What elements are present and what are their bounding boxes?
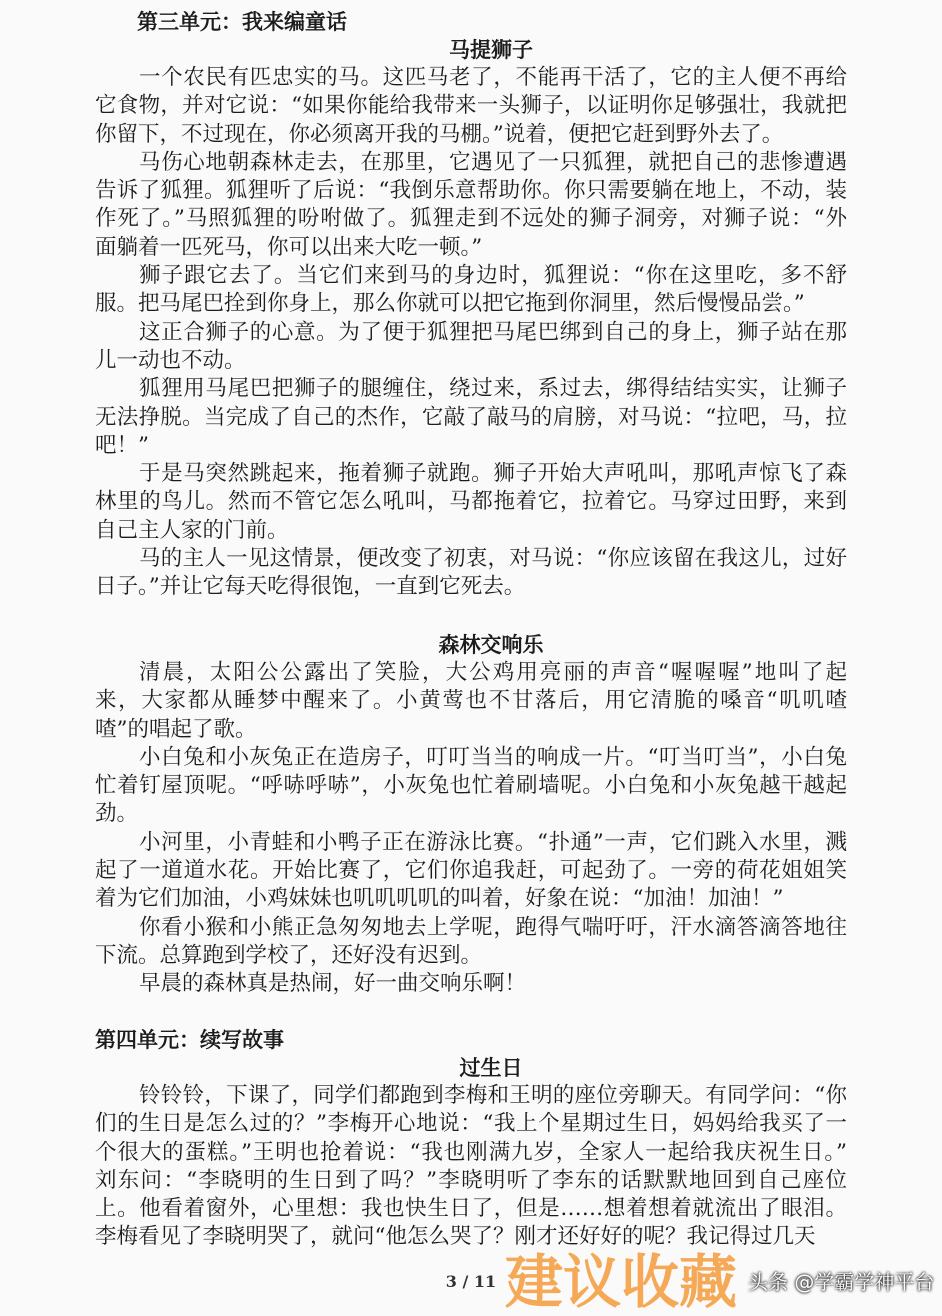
story-title: 森林交响乐 — [438, 632, 544, 657]
paragraph-line: 于是马突然跳起来，拖着狮子就跑。狮子开始大声吼叫，那吼声惊飞了森 — [139, 461, 847, 487]
paragraph-line: 上。他看着窗外，心里想：我也快生日了，但是……想着想着就流出了眼泪。 — [95, 1196, 847, 1222]
paragraph-line: 无法挣脱。当完成了自己的杰作，它敲了敲马的肩膀，对马说：“拉吧，马，拉 — [95, 404, 847, 430]
paragraph-line: 忙着钉屋顶呢。“呼哧呼哧”，小灰兔也忙着刷墙呢。小白兔和小灰兔越干越起 — [95, 773, 847, 799]
story-body — [95, 64, 847, 602]
story-forest-section — [95, 631, 847, 999]
paragraph-line: 小白兔和小灰兔正在造房子，叮叮当当的响成一片。“叮当叮当”，小白兔 — [139, 744, 847, 770]
paragraph-line: 一个农民有匹忠实的马。这匹马老了，不能再干活了，它的主人便不再给 — [139, 65, 847, 90]
paragraph-line: 这正合狮子的心意。为了便于狐狸把马尾巴绑到自己的身上，狮子站在那 — [139, 319, 847, 345]
paragraph-line: 作死了。”马照狐狸的吩咐做了。狐狸走到不远处的狮子洞旁，对狮子说：“外 — [95, 206, 847, 232]
paragraph-line: 着为它们加油，小鸡妹妹也叽叽叽叽的叫着，好象在说：“加油！加油！” — [95, 886, 784, 912]
paragraph-line: 劲。 — [95, 801, 139, 827]
paragraph-line: 小河里，小青蛙和小鸭子正在游泳比赛。“扑通”一声，它们跳入水里，溅 — [139, 829, 847, 855]
story-body — [95, 659, 847, 999]
story-body — [95, 1082, 847, 1252]
paragraph-line: 来，大家都从睡梦中醒来了。小黄莺也不甘落后，用它清脆的嗓音“叽叽喳 — [95, 688, 847, 714]
paragraph-line: 服。把马尾巴拴到你身上，那么你就可以把它拖到你洞里，然后慢慢品尝。” — [95, 291, 805, 317]
story-title: 马提狮子 — [449, 37, 533, 62]
paragraph-line: 日子。”并让它每天吃得很饱，一直到它死去。 — [95, 574, 526, 600]
source-credit: 头条 @学霸学神平台 — [748, 1270, 935, 1294]
paragraph-line: 们的生日是怎么过的？”李梅开心地说：“我上个星期过生日，妈妈给我买了一 — [95, 1111, 847, 1137]
paragraph-line: 它食物，并对它说：“如果你能给我带来一头狮子，以证明你足够强壮，我就把 — [95, 93, 847, 119]
paragraph-line: 你看小猴和小熊正急匆匆地去上学呢，跑得气喘吁吁，汗水滴答滴答地往 — [139, 914, 847, 940]
unit-heading: 第三单元：我来编童话 — [137, 9, 347, 34]
paragraph-line: 狮子跟它去了。当它们来到马的身边时，狐狸说：“你在这里吃，多不舒 — [139, 263, 847, 289]
paragraph-line: 刘东问：“李晓明的生日到了吗？”李晓明听了李东的话默默地回到自己座位 — [95, 1167, 847, 1193]
paragraph-line: 儿一动也不动。 — [95, 347, 246, 373]
paragraph-line: 李梅看见了李晓明哭了，就问“他怎么哭了？刚才还好好的呢？我记得过几天 — [95, 1224, 816, 1250]
paragraph-line: 铃铃铃，下课了，同学们都跑到李梅和王明的座位旁聊天。有同学问：“你 — [139, 1083, 847, 1108]
paragraph-line: 马的主人一见这情景，便改变了初衷，对马说：“你应该留在我这儿，过好 — [139, 546, 847, 572]
paragraph-line: 马伤心地朝森林走去，在那里，它遇见了一只狐狸，就把自己的悲惨遭遇 — [139, 149, 847, 175]
paragraph-line: 个很大的蛋糕。”王明也抢着说：“我也刚满九岁，全家人一起给我庆祝生日。” — [95, 1139, 847, 1165]
paragraph-line: 告诉了狐狸。狐狸听了后说：“我倒乐意帮助你。你只需要躺在地上，不动，装 — [95, 178, 847, 204]
paragraph-line: 起了一道道水花。开始比赛了，它们你追我赶，可起劲了。一旁的荷花姐姐笑 — [95, 858, 847, 884]
unit-4-section — [95, 1026, 847, 1252]
paragraph-line: 清晨，太阳公公露出了笑脸，大公鸡用亮丽的声音“喔喔喔”地叫了起 — [139, 660, 847, 685]
unit-3-section — [95, 8, 847, 602]
paragraph-line: 你留下，不过现在，你必须离开我的马棚。”说着，便把它赶到野外去了。 — [95, 121, 784, 147]
paragraph-line: 自己主人家的门前。 — [95, 517, 289, 543]
paragraph-line: 下流。总算跑到学校了，还好没有迟到。 — [95, 942, 483, 968]
paragraph-line: 面躺着一匹死马，你可以出来大吃一顿。” — [95, 234, 483, 260]
unit-heading: 第四单元：续写故事 — [95, 1027, 284, 1052]
paragraph-line: 林里的鸟儿。然而不管它怎么吼叫，马都拖着它，拉着它。马穿过田野，来到 — [95, 489, 847, 515]
paragraph-line: 吧！” — [95, 432, 149, 458]
paragraph-line: 狐狸用马尾巴把狮子的腿缠住，绕过来，系过去，绑得结结实实，让狮子 — [139, 376, 847, 402]
story-title: 过生日 — [459, 1055, 523, 1080]
paragraph-line: 早晨的森林真是热闹，好一曲交响乐啊！ — [139, 971, 527, 997]
paragraph-line: 喳”的唱起了歌。 — [95, 716, 257, 742]
watermark-stamp: 建议收藏 — [505, 1248, 738, 1316]
page-number: 3 / 11 — [445, 1272, 497, 1291]
